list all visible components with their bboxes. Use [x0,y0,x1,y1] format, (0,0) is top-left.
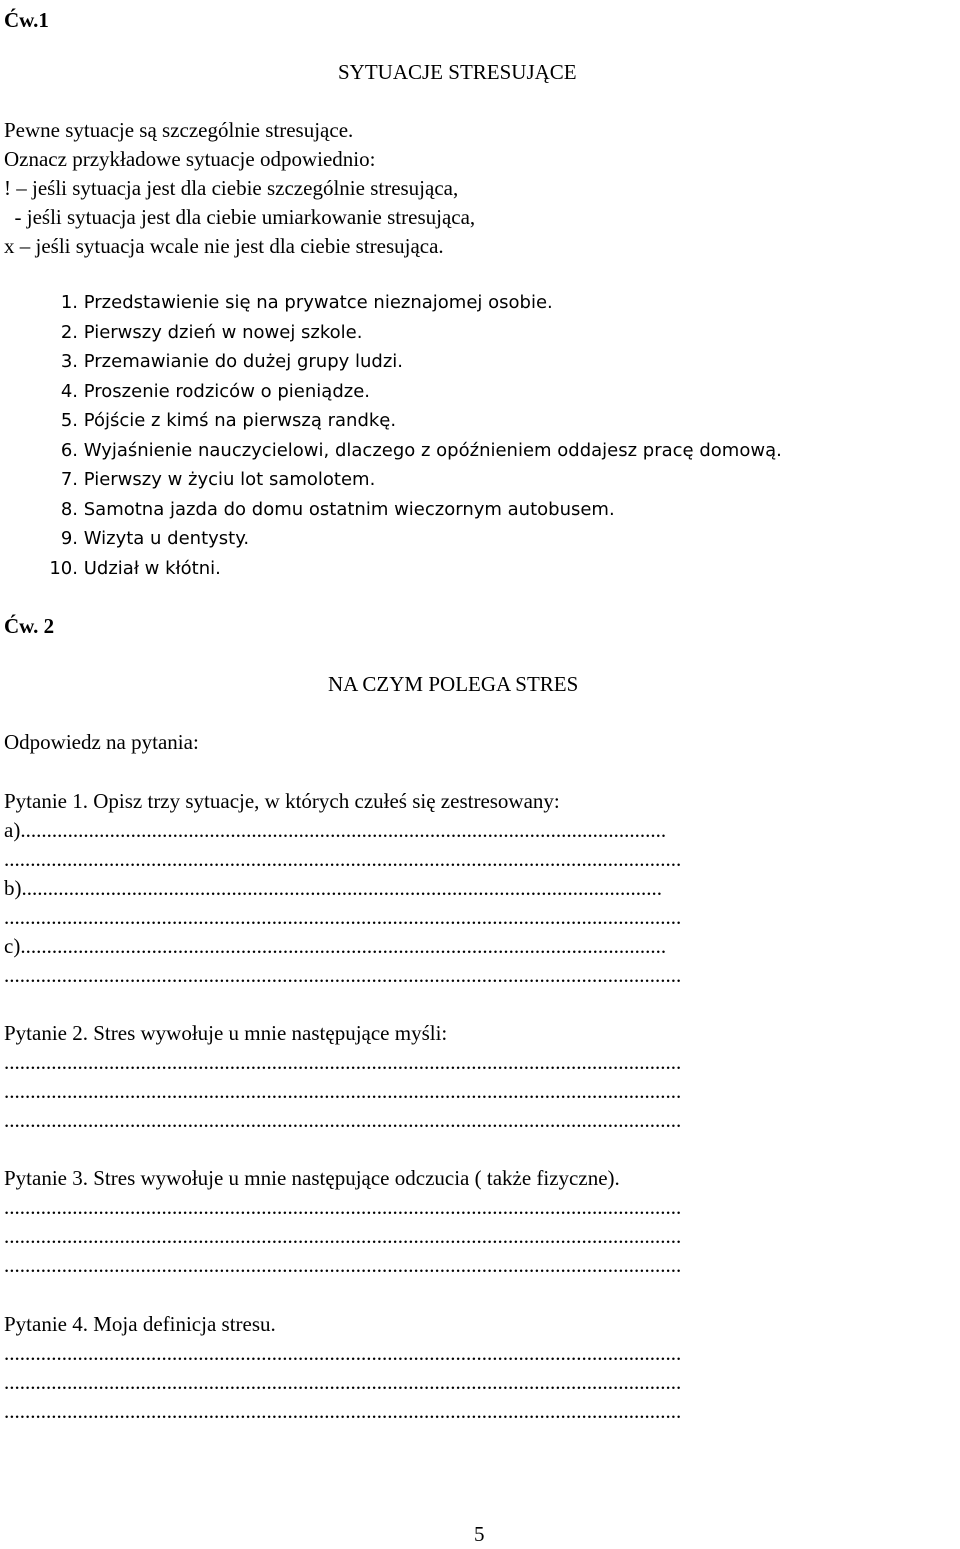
list-item-number: 1. [60,292,78,313]
list-item-text: Proszenie rodziców o pieniądze. [83,380,370,402]
list-item [42,524,782,554]
list-item-text: Przedstawienie się na prywatce nieznajomej osobie. [83,292,553,313]
intro-line: Oznacz przykładowe sytuacje odpowiednio: [4,147,376,171]
list-item [42,377,782,407]
list-item-number: 6. [60,439,78,461]
list-item-number: 5. [60,410,78,431]
list-item [42,495,782,525]
answer-line-3[interactable]: ................................................................................................................................. [4,1224,682,1248]
list-item [42,554,782,584]
list-item-text: Wizyta u dentysty. [83,528,250,549]
list-item [42,465,782,495]
question-2: Pytanie 2. Stres wywołuje u mnie następujące myśli: [4,1021,448,1045]
list-item-text: Wyjaśnienie nauczycielowi, dlaczego z opóźnieniem oddajesz pracę domową. [83,439,782,461]
answer-line-3[interactable]: ................................................................................................................................. [4,1195,682,1219]
answer-line-1b-cont[interactable]: ................................................................................................................................. [4,905,682,929]
question-1: Pytanie 1. Opisz trzy sytuacje, w których czułeś się zestresowany: [4,789,560,813]
answer-line-2[interactable]: ................................................................................................................................. [4,1108,682,1132]
list-item-number: 3. [60,351,78,372]
list-item-number: 10. [49,557,78,579]
list-item-number: 4. [60,380,78,402]
list-item-text: Samotna jazda do domu ostatnim wieczornym autobusem. [83,498,615,520]
answer-line-1c-cont[interactable]: ................................................................................................................................. [4,963,682,987]
answer-line-4[interactable]: ................................................................................................................................. [4,1399,682,1423]
answer-line-4[interactable]: ................................................................................................................................. [4,1370,682,1394]
list-item-text: Pierwszy w życiu lot samolotem. [83,469,376,490]
answer-line-1b[interactable]: b).......................................................................................................................... [4,876,662,900]
list-item [42,406,782,436]
answer-line-1a[interactable]: a)........................................................................................................................... [4,818,667,842]
list-item-text: Udział w kłótni. [83,557,221,579]
list-item [42,436,782,466]
answer-line-3[interactable]: ................................................................................................................................. [4,1253,682,1277]
intro-line: x – jeśli sytuacja wcale nie jest dla ciebie stresująca. [4,234,444,258]
intro-line: - jeśli sytuacja jest dla ciebie umiarkowanie stresująca, [4,205,476,229]
answer-line-1a-cont[interactable]: ................................................................................................................................. [4,847,682,871]
list-item-text: Pierwszy dzień w nowej szkole. [83,321,363,343]
exercise-2-title: NA CZYM POLEGA STRES [328,672,579,696]
page-number: 5 [474,1522,485,1546]
intro-line: ! – jeśli sytuacja jest dla ciebie szczególnie stresująca, [4,176,459,200]
list-item-number: 9. [60,528,78,549]
exercise-1-label: Ćw.1 [4,8,49,32]
list-item-number: 8. [60,498,78,520]
question-4: Pytanie 4. Moja definicja stresu. [4,1312,276,1336]
exercise-1-title: SYTUACJE STRESUJĄCE [338,60,577,84]
list-item [42,318,782,348]
list-item-text: Pójście z kimś na pierwszą randkę. [83,410,397,431]
exercise-1-intro [4,116,475,261]
list-item-text: Przemawianie do dużej grupy ludzi. [83,351,403,372]
list-item-number: 2. [60,321,78,343]
list-item [42,288,782,318]
answer-line-2[interactable]: ................................................................................................................................. [4,1050,682,1074]
answer-line-4[interactable]: ................................................................................................................................. [4,1341,682,1365]
exercise-2-instruction: Odpowiedz na pytania: [4,730,199,754]
list-item [42,347,782,377]
exercise-2-label: Ćw. 2 [4,614,55,638]
answer-line-1c[interactable]: c)........................................................................................................................... [4,934,667,958]
question-3: Pytanie 3. Stres wywołuje u mnie następujące odczucia ( także fizyczne). [4,1166,620,1190]
list-item-number: 7. [60,469,78,490]
answer-line-2[interactable]: ................................................................................................................................. [4,1079,682,1103]
stress-situations-list [42,288,782,583]
intro-line: Pewne sytuacje są szczególnie stresujące. [4,118,354,142]
